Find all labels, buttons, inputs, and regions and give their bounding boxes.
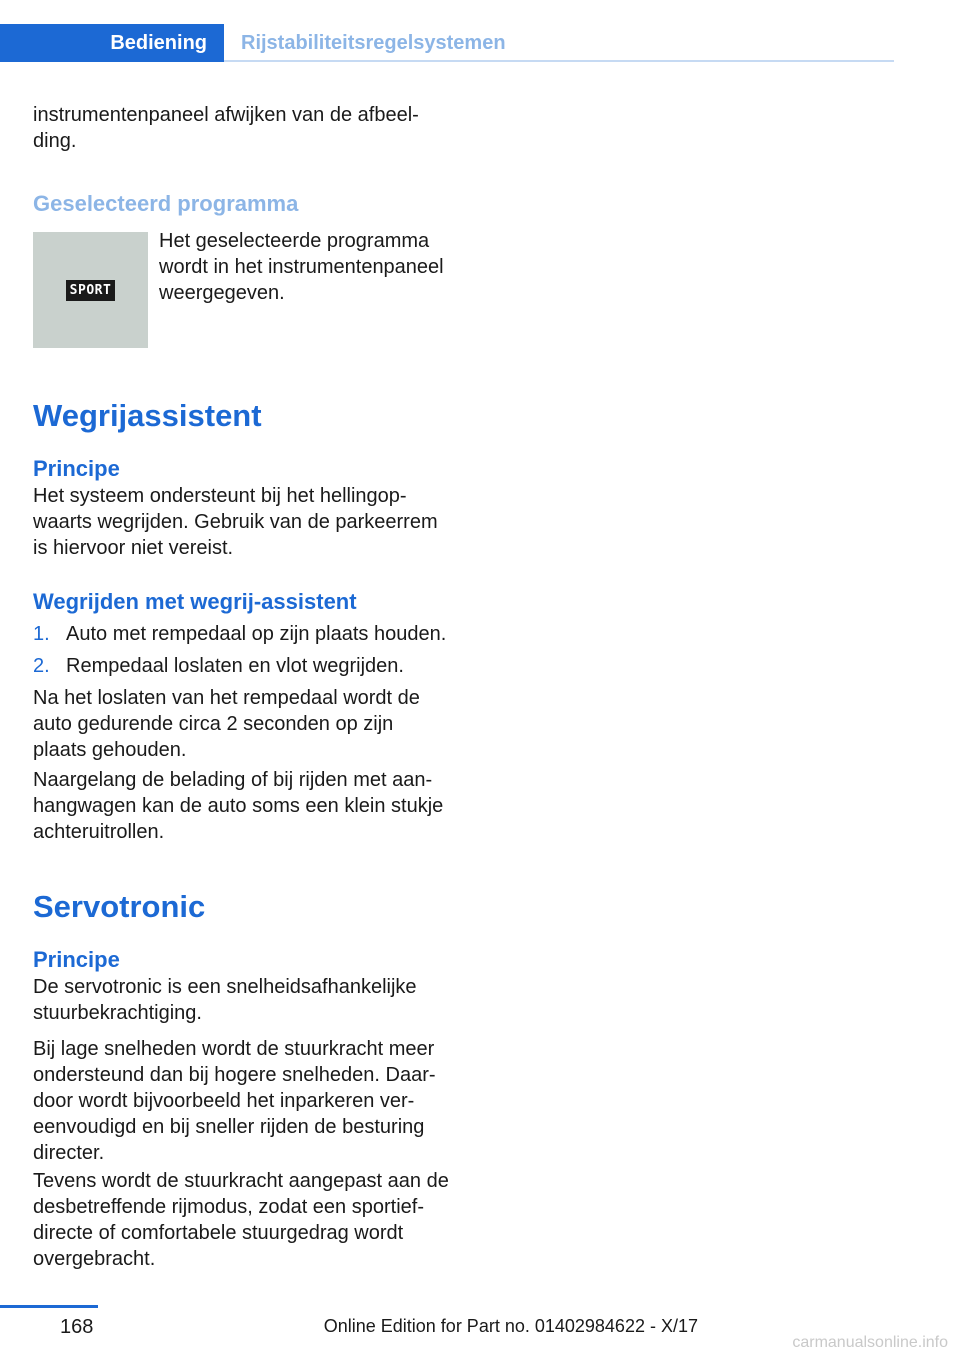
paragraph-line: auto gedurende circa 2 seconden op zijn <box>33 713 394 735</box>
list-text: Auto met rempedaal op zijn plaats houden. <box>66 623 447 645</box>
principle-line: waarts wegrijden. Gebruik van de parkeerrem <box>33 511 438 533</box>
header-tab-bediening <box>0 24 224 62</box>
servotronic-title <box>33 889 453 925</box>
selected-program-description <box>159 228 459 306</box>
paragraph-line: Na het loslaten van het rempedaal wordt de <box>33 687 420 709</box>
selected-program-heading <box>33 190 453 218</box>
paragraph-line: Tevens wordt de stuurkracht aangepast aan de <box>33 1170 449 1192</box>
paragraph <box>33 767 453 845</box>
list-number: 1. <box>33 623 50 645</box>
chapter-title: Wegrijassistent <box>33 398 262 433</box>
description-line: wordt in het instrumentenpaneel <box>159 256 444 278</box>
description-line: Het geselecteerde programma <box>159 230 430 252</box>
paragraph <box>33 1036 453 1166</box>
watermark: carmanualsonline.info <box>792 1334 948 1351</box>
paragraph-line: Bij lage snelheden wordt de stuurkracht meer <box>33 1038 435 1060</box>
list-text: Rempedaal loslaten en vlot wegrijden. <box>66 655 404 677</box>
edition-text: Online Edition for Part no. 01402984622 - X/17 <box>323 1316 698 1336</box>
paragraph-line: directer. <box>33 1142 105 1164</box>
paragraph-line: directe of comfortabele stuurgedrag wordt <box>33 1222 404 1244</box>
intro-line-2: ding. <box>33 130 77 152</box>
paragraph-line: ondersteund dan bij hogere snelheden. Daar- <box>33 1064 436 1086</box>
principle-line: is hiervoor niet vereist. <box>33 537 234 559</box>
servotronic-principle <box>33 946 453 1026</box>
principle-heading: Principe <box>33 947 120 972</box>
intro-line-1: instrumentenpaneel afwijken van de afbeel- <box>33 104 419 126</box>
wegrijassistent-title <box>33 398 453 434</box>
description-line: weergegeven. <box>159 282 285 304</box>
paragraph-line: plaats gehouden. <box>33 739 187 761</box>
paragraph-line: hangwagen kan de auto soms een klein stukje <box>33 795 444 817</box>
chapter-title: Servotronic <box>33 889 206 924</box>
list-number: 2. <box>33 655 50 677</box>
section-heading: Geselecteerd programma <box>33 191 299 216</box>
page-number: 168 <box>60 1316 94 1338</box>
paragraph-line: desbetreffende rijmodus, zodat een sportief- <box>33 1196 424 1218</box>
instrument-display-image <box>33 232 148 348</box>
principle-line: Het systeem ondersteunt bij het hellingop- <box>33 485 407 507</box>
wegrijden-heading <box>33 588 453 616</box>
wegrijassistent-principle <box>33 455 453 561</box>
paragraph-line: achteruitrollen. <box>33 821 165 843</box>
paragraph-line: De servotronic is een snelheidsafhankelijke <box>33 976 417 998</box>
principle-heading: Principe <box>33 456 120 481</box>
paragraph-line: eenvoudigd en bij sneller rijden de besturing <box>33 1116 425 1138</box>
sport-mode-display: SPORT <box>66 280 116 301</box>
header-section-label: Rijstabiliteitsregelsystemen <box>241 31 506 54</box>
paragraph-line: overgebracht. <box>33 1248 156 1270</box>
header-divider <box>224 60 894 62</box>
sub-heading: Wegrijden met wegrij-assistent <box>33 589 357 614</box>
header-section-title <box>224 24 894 62</box>
paragraph-line: Naargelang de belading of bij rijden met aan- <box>33 769 433 791</box>
footer-divider <box>0 1305 98 1308</box>
paragraph <box>33 1168 453 1272</box>
paragraph-line: stuurbekrachtiging. <box>33 1002 202 1024</box>
paragraph-line: door wordt bijvoorbeeld het inparkeren ver- <box>33 1090 415 1112</box>
intro-text <box>33 102 453 154</box>
paragraph <box>33 685 453 763</box>
header-tab-label: Bediening <box>110 31 207 54</box>
